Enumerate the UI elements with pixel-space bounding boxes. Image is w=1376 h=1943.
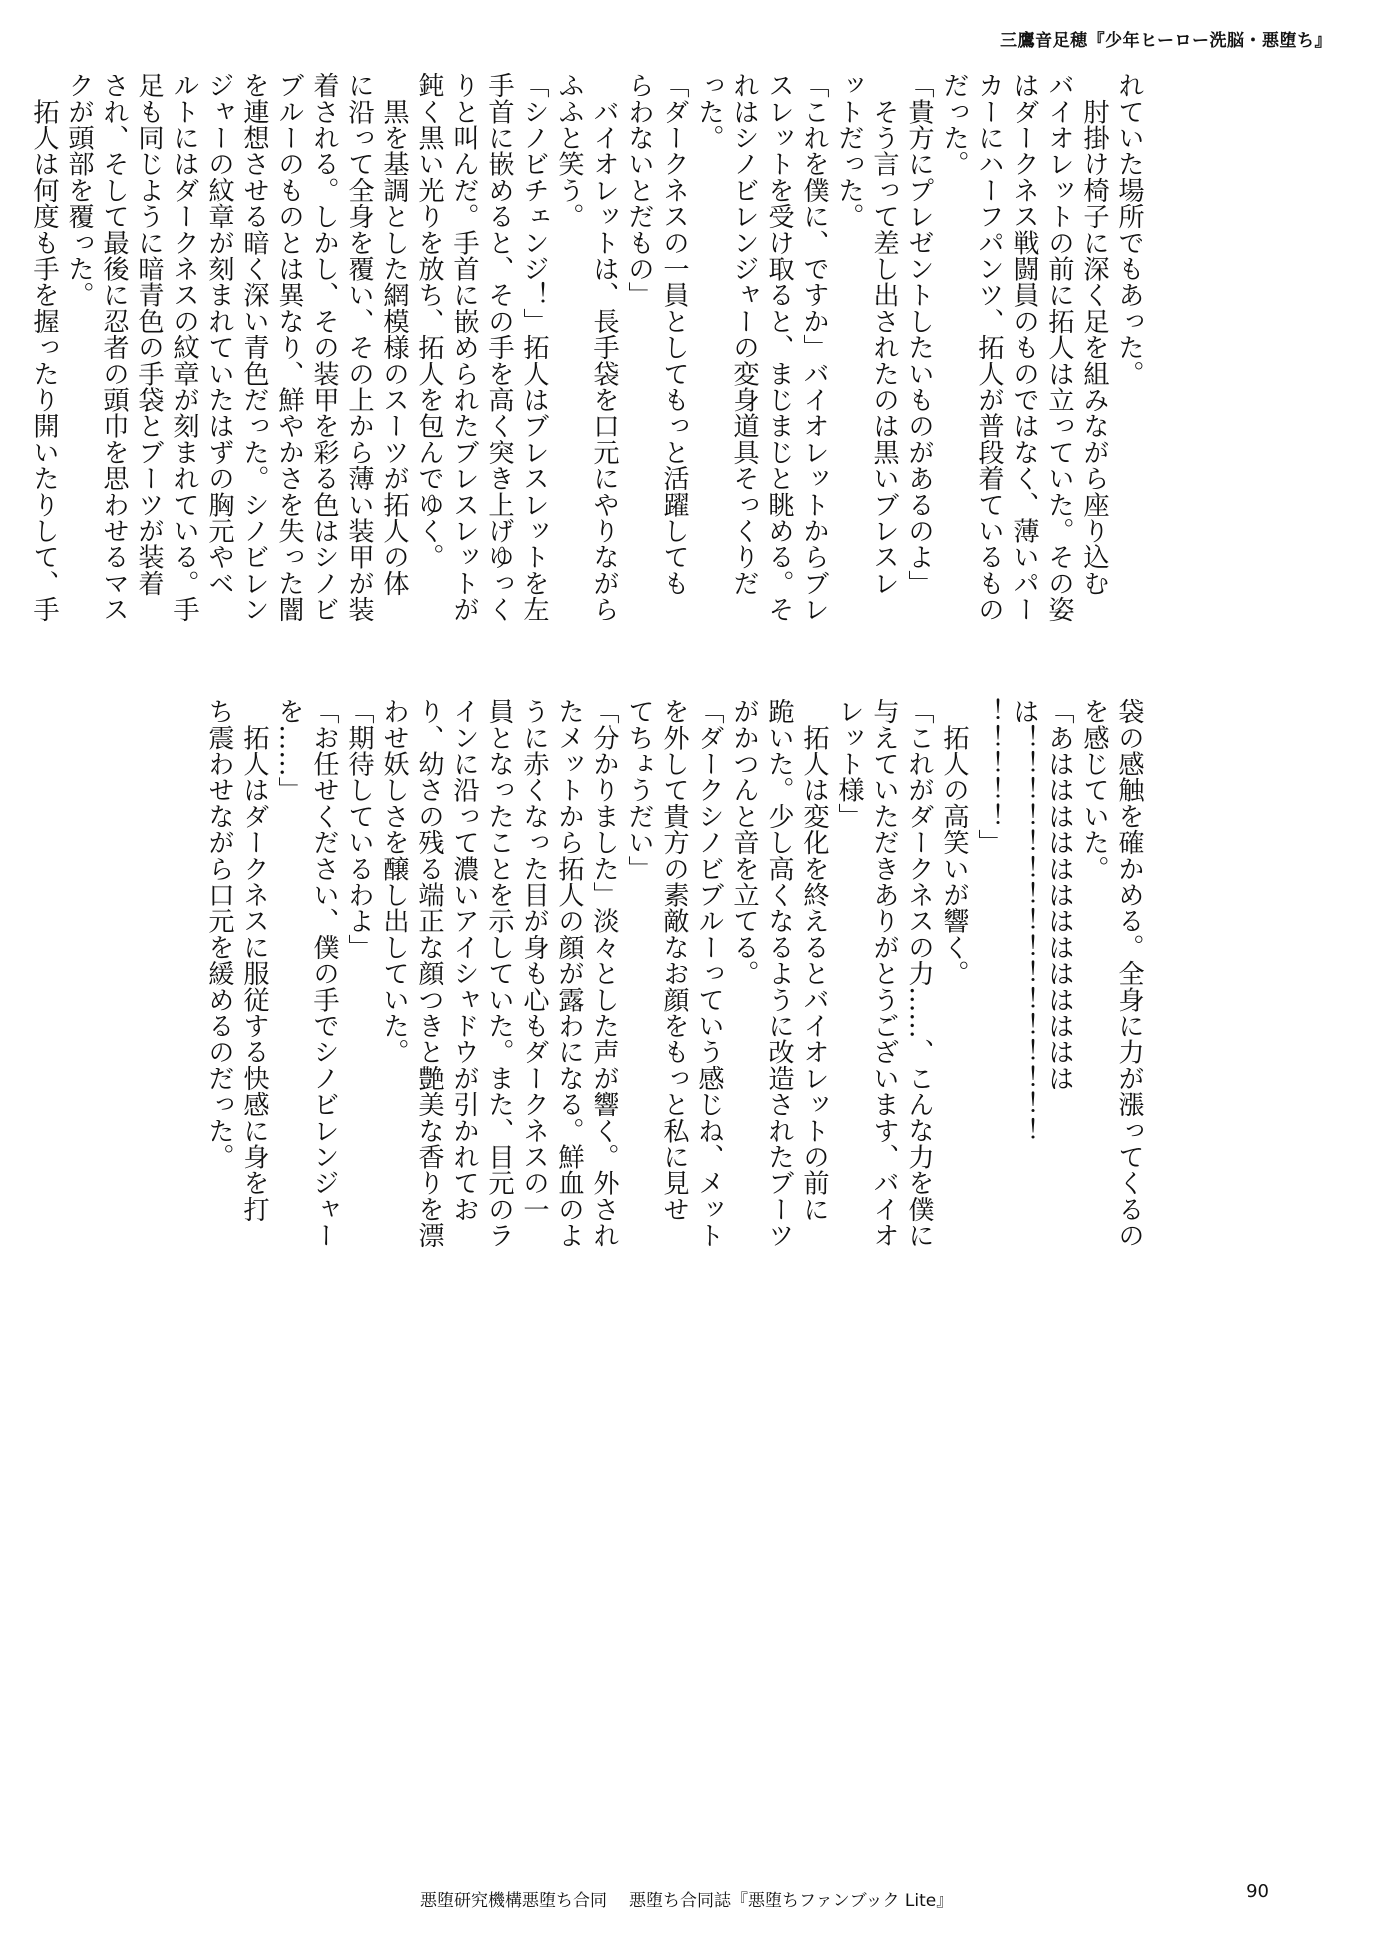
running-header: 三鷹音足穂『少年ヒーロー洗脳・悪堕ち』 (1000, 31, 1332, 51)
text-line: を……」 (274, 698, 304, 803)
text-line: うに赤くなった目が身も心もダークネスの一 (519, 698, 549, 1222)
footer (420, 1886, 953, 1911)
text-line: バイオレットの前に拓人は立っていた。その姿 (1044, 72, 1074, 623)
page-number: 90 (1246, 1881, 1269, 1902)
text-line: 「あははははははははははははは (1044, 698, 1074, 1091)
text-line: そう言って差し出されたのは黒いブレスレ (869, 72, 899, 596)
text-line: れていた場所でもあった。 (1114, 72, 1144, 387)
text-line: ットだった。 (834, 72, 864, 230)
text-block-top (29, 72, 1146, 682)
text-line: 「お任せください、僕の手でシノビレンジャー (309, 698, 339, 1249)
text-line: たメットから拓人の顔が露わになる。鮮血のよ (554, 698, 584, 1249)
text-line: 「シノビチェンジ！」拓人はブレスレットを左 (519, 72, 549, 623)
text-line: はダークネス戦闘員のものではなく、薄いパー (1009, 72, 1039, 623)
footer-book-title: 悪堕ち合同誌『悪堕ちファンブック Lite』 (629, 1891, 954, 1911)
text-line: 鈍く黒い光りを放ち、拓人を包んでゆく。 (414, 72, 444, 570)
text-line: 黒を基調とした網模様のスーツが拓人の体 (379, 72, 409, 596)
text-line: りと叫んだ。手首に嵌められたブレスレットが (449, 72, 479, 623)
text-line: れはシノビレンジャーの変身道具そっくりだ (729, 72, 759, 596)
text-line: に沿って全身を覆い、その上から薄い装甲が装 (344, 72, 374, 623)
text-line: 与えていただきありがとうございます、バイオ (869, 698, 899, 1249)
text-line: り、幼さの残る端正な顔つきと艶美な香りを漂 (414, 698, 444, 1249)
text-line: クが頭部を覆った。 (64, 72, 94, 308)
text-line: 「ダークシノビブルーっていう感じね、メット (694, 698, 724, 1249)
text-line: 「分かりました」淡々とした声が響く。外され (589, 698, 619, 1249)
text-line: 手首に嵌めると、その手を高く突き上げゆっく (484, 72, 514, 623)
text-line: 「ダークネスの一員としてもっと活躍しても (659, 72, 689, 596)
text-line: った。 (694, 72, 724, 151)
text-line: 着される。しかし、その装甲を彩る色はシノビ (309, 72, 339, 623)
text-line: わせ妖しさを醸し出していた。 (379, 698, 409, 1065)
text-line: 肘掛け椅子に深く足を組みながら座り込む (1079, 72, 1109, 596)
text-line: 跪いた。少し高くなるように改造されたブーツ (764, 698, 794, 1249)
text-line: レット様」 (834, 698, 864, 829)
text-line: 「期待しているわよ」 (344, 698, 374, 960)
text-line: らわないとだもの」 (624, 72, 654, 308)
text-line: カーにハーフパンツ、拓人が普段着ているもの (974, 72, 1004, 623)
text-line: 拓人はダークネスに服従する快感に身を打 (239, 698, 269, 1222)
text-line: 足も同じように暗青色の手袋とブーツが装着 (134, 72, 164, 596)
text-line: てちょうだい」 (624, 698, 654, 882)
text-line: ルトにはダークネスの紋章が刻まれている。手 (169, 72, 199, 623)
text-line: ち震わせながら口元を緩めるのだった。 (204, 698, 234, 1170)
footer-publisher: 悪堕研究機構悪堕ち合同 (420, 1891, 607, 1911)
text-line: がかつんと音を立てる。 (729, 698, 759, 987)
text-line: ！！！！！」 (974, 698, 1004, 856)
text-line: 拓人は変化を終えるとバイオレットの前に (799, 698, 829, 1222)
text-line: 「これがダークネスの力……、こんな力を僕に (904, 698, 934, 1249)
text-line: 袋の感触を確かめる。全身に力が漲ってくるの (1114, 698, 1144, 1249)
text-line: ブルーのものとは異なり、鮮やかさを失った闇 (274, 72, 304, 623)
text-line: ふふと笑う。 (554, 72, 584, 230)
text-line: 拓人の高笑いが響く。 (939, 698, 969, 987)
text-line: を連想させる暗く深い青色だった。シノビレン (239, 72, 269, 623)
text-line: バイオレットは、長手袋を口元にやりながら (589, 72, 619, 623)
text-line: 「これを僕に、ですか」バイオレットからブレ (799, 72, 829, 623)
text-line: を感じていた。 (1079, 698, 1109, 882)
text-line: され、そして最後に忍者の頭巾を思わせるマス (99, 72, 129, 623)
text-line: インに沿って濃いアイシャドウが引かれてお (449, 698, 479, 1222)
text-line: スレットを受け取ると、まじまじと眺める。そ (764, 72, 794, 623)
text-line: は！！！！！！！！！！！！！！！！ (1009, 698, 1039, 1144)
text-block-bottom (204, 698, 1146, 1298)
text-line: を外して貴方の素敵なお顔をもっと私に見せ (659, 698, 689, 1222)
text-line: 拓人は何度も手を握ったり開いたりして、手 (29, 72, 59, 623)
text-line: だった。 (939, 72, 969, 177)
text-line: 「貴方にプレゼントしたいものがあるのよ」 (904, 72, 934, 596)
text-line: ジャーの紋章が刻まれていたはずの胸元やベ (204, 72, 234, 596)
text-line: 員となったことを示していた。また、目元のラ (484, 698, 514, 1249)
